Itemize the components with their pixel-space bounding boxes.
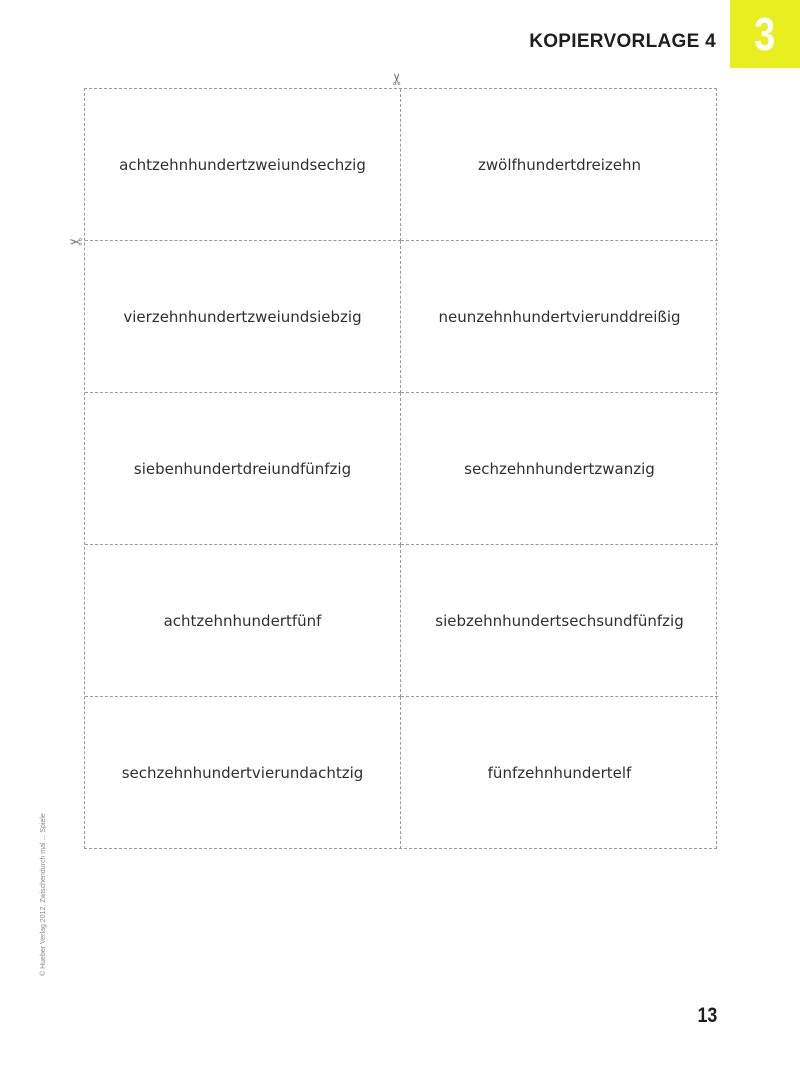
card: sechzehnhundertvierundachtzig bbox=[85, 697, 401, 849]
card: sechzehnhundertzwanzig bbox=[401, 393, 718, 545]
card-grid bbox=[84, 88, 717, 849]
scissors-icon: ✂ bbox=[389, 72, 407, 86]
chapter-tab bbox=[730, 0, 800, 68]
card: fünfzehnhundertelf bbox=[487, 764, 632, 782]
page-number: 13 bbox=[697, 1004, 717, 1027]
card: achtzehnhundertfünf bbox=[85, 545, 401, 697]
card: zwölfhundertdreizehn bbox=[401, 89, 718, 241]
card: vierzehnhundertzweiundsiebzig bbox=[85, 241, 401, 393]
copyright-notice: © Hueber Verlag 2012, Zwischendurch mal ... Spiele bbox=[40, 813, 47, 976]
card: achtzehnhundertzweiundsechzig bbox=[85, 89, 401, 241]
scissors-icon: ✂ bbox=[69, 232, 83, 249]
page-header-title: KOPIERVORLAGE 4 bbox=[529, 31, 716, 52]
card: siebenhundertdreiundfünfzig bbox=[85, 393, 401, 545]
chapter-number: 3 bbox=[754, 8, 776, 60]
card: neunzehnhundertvierunddreißig bbox=[401, 241, 718, 393]
card: siebzehnhundertsechsundfünfzig bbox=[401, 545, 718, 697]
